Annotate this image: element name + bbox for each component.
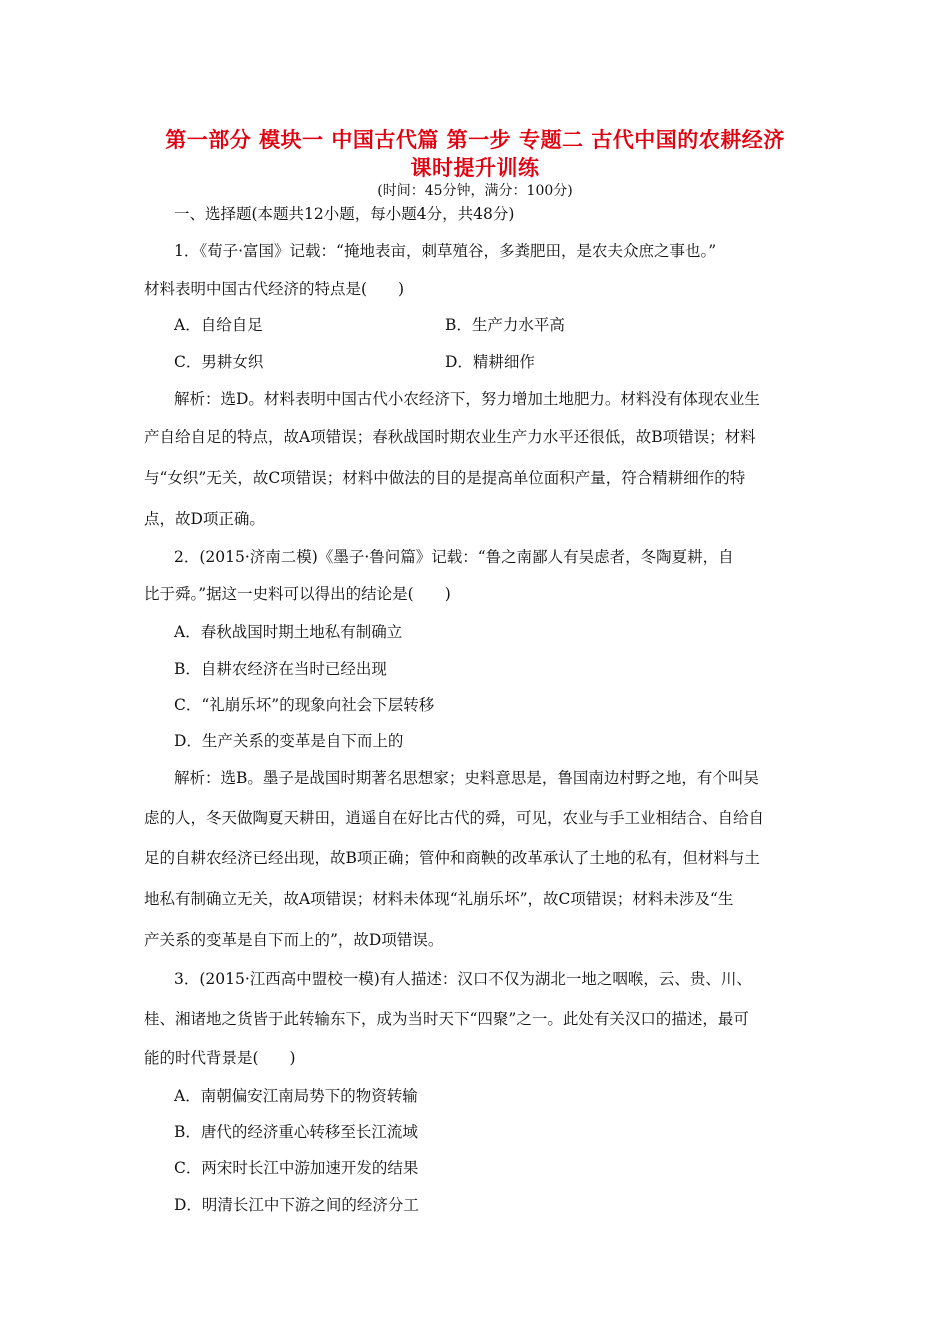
q1-answer-line: 点，故D项正确。 <box>144 510 265 528</box>
q2-answer-line: 产关系的变革是自下而上的”，故D项错误。 <box>144 931 444 949</box>
q2-option-c: C．“礼崩乐坏”的现象向社会下层转移 <box>174 696 435 714</box>
time-score-note: (时间：45分钟，满分：100分) <box>377 183 573 199</box>
q2-option-b: B．自耕农经济在当时已经出现 <box>174 660 387 678</box>
q2-answer-line: 解析：选B。墨子是战国时期著名思想家；史料意思是，鲁国南边村野之地，有个叫吴 <box>174 769 759 787</box>
q1-answer-line: 解析：选D。材料表明中国古代小农经济下，努力增加土地肥力。材料没有体现农业生 <box>174 390 760 408</box>
q1-answer-line: 产自给自足的特点，故A项错误；春秋战国时期农业生产力水平还很低，故B项错误；材料 <box>144 428 756 446</box>
q2-stem-line: 2．(2015·济南二模)《墨子·鲁问篇》记载：“鲁之南鄙人有吴虑者，冬陶夏耕，自 <box>174 548 734 566</box>
q1-option-c: C．男耕女织 <box>174 353 264 371</box>
q2-answer-line: 地私有制确立无关，故A项错误；材料未体现“礼崩乐坏”，故C项错误；材料未涉及“生 <box>144 890 734 908</box>
q3-stem-line: 能的时代背景是( ) <box>144 1049 296 1067</box>
q2-answer-line: 虑的人，冬天做陶夏天耕田，逍遥自在好比古代的舜，可见，农业与手工业相结合、自给自 <box>144 809 765 827</box>
q2-stem-line: 比于舜。”据这一史料可以得出的结论是( ) <box>144 585 451 603</box>
q1-stem-line: 1．《荀子·富国》记载：“掩地表亩，刺草殖谷，多粪肥田，是农夫众庶之事也。” <box>174 242 717 260</box>
q1-option-a: A．自给自足 <box>174 316 263 334</box>
q3-stem-line: 3．(2015·江西高中盟校一模)有人描述：汉口不仅为湖北一地之咽喉，云、贵、川、 <box>174 970 752 988</box>
q1-answer-line: 与“女织”无关，故C项错误；材料中做法的目的是提高单位面积产量，符合精耕细作的特 <box>144 469 746 487</box>
q3-option-b: B．唐代的经济重心转移至长江流域 <box>174 1123 418 1141</box>
q3-option-d: D．明清长江中下游之间的经济分工 <box>174 1196 419 1214</box>
q2-answer-line: 足的自耕农经济已经出现，故B项正确；管仲和商鞅的改革承认了土地的私有，但材料与土 <box>144 849 760 867</box>
section-heading: 一、选择题(本题共12小题，每小题4分，共48分) <box>174 205 515 223</box>
q3-option-c: C．两宋时长江中游加速开发的结果 <box>174 1159 419 1177</box>
q2-option-a: A．春秋战国时期土地私有制确立 <box>174 623 403 641</box>
q1-option-d: D．精耕细作 <box>445 353 535 371</box>
q3-option-a: A．南朝偏安江南局势下的物资转输 <box>174 1087 418 1105</box>
q2-option-d: D．生产关系的变革是自下而上的 <box>174 732 404 750</box>
page-title: 第一部分 模块一 中国古代篇 第一步 专题二 古代中国的农耕经济 <box>165 128 785 152</box>
page-title-line2: 课时提升训练 <box>410 156 540 180</box>
q3-stem-line: 桂、湘诸地之货皆于此转输东下，成为当时天下“四聚”之一。此处有关汉口的描述，最可 <box>144 1010 749 1028</box>
q1-option-b: B．生产力水平高 <box>445 316 565 334</box>
q1-stem-line: 材料表明中国古代经济的特点是( ) <box>144 280 405 298</box>
